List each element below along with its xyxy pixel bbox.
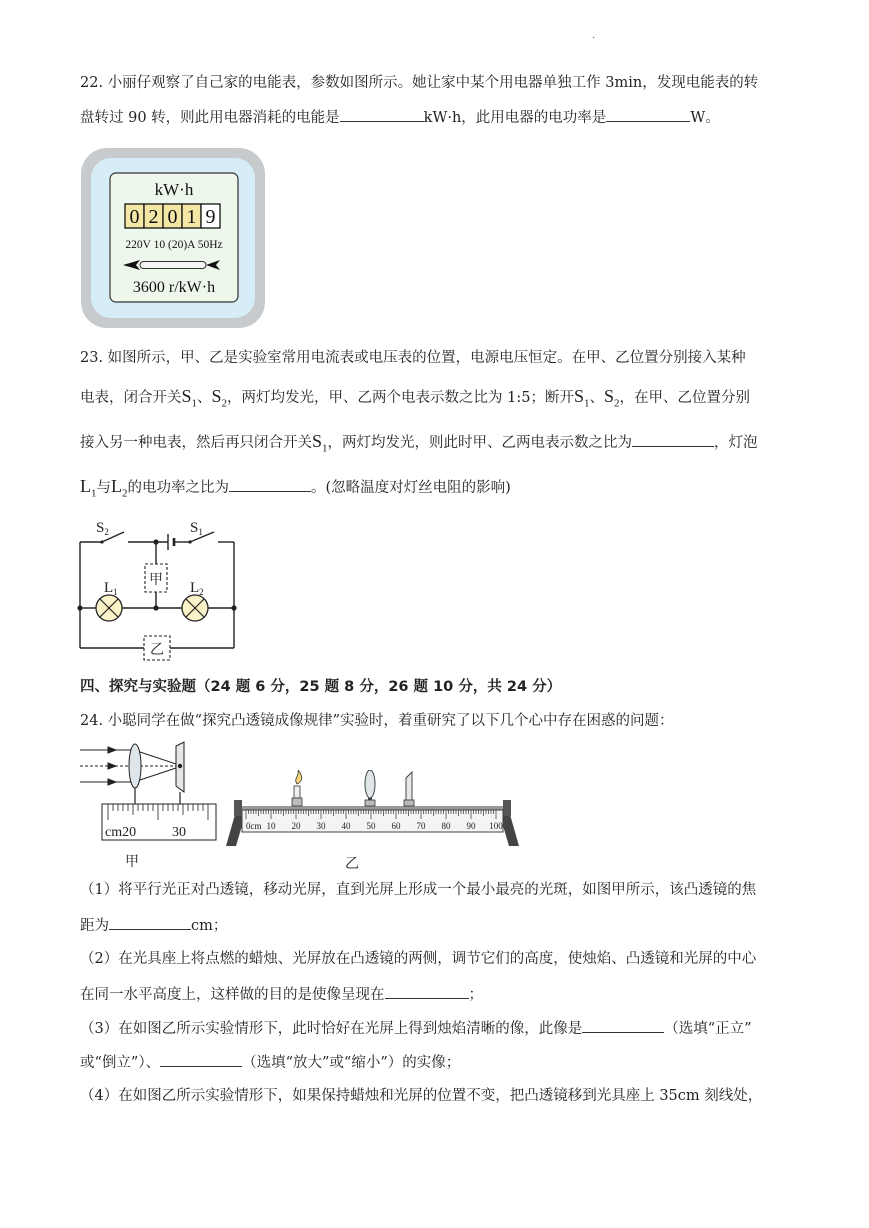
bench-tick-label: 10 <box>266 821 276 831</box>
circuit-diagram <box>72 514 242 664</box>
q24-intro: 24. 小聪同学在做“探究凸透镜成像规律”实验时，着重研究了以下几个心中存在困惑的问题： <box>80 713 674 729</box>
q24-blank-image-position[interactable] <box>385 984 469 999</box>
q24-p1-a: （1）将平行光正对凸透镜，移动光屏，直到光屏上形成一个最小最亮的光斑，如图甲所示，该凸透镜的焦 <box>80 882 757 898</box>
switch-s2-symbol: $S_2$ <box>211 386 228 410</box>
meter-position-jia: 甲 <box>149 573 163 588</box>
meter-digit: 1 <box>186 206 197 228</box>
figure-jia-focal-length <box>78 740 220 874</box>
ruler-jia-right-label: 30 <box>172 825 186 840</box>
q24-p3-b <box>80 1052 460 1073</box>
bench-tick-label: 20 <box>291 821 301 831</box>
meter-digit: 0 <box>167 206 178 228</box>
bench-tick-label: 60 <box>391 821 401 831</box>
label-s2: $S_2$ <box>96 520 109 537</box>
q23-text-c: ，两灯均发光，甲、乙两个电表示数之比为 1:5；断开 <box>227 390 574 406</box>
q22-line-2 <box>80 107 720 128</box>
q24-p3-text-2: 或“倒立”）、 <box>80 1055 161 1071</box>
bench-tick-label: 30 <box>316 821 326 831</box>
q23-line-3 <box>80 431 758 459</box>
bench-tick-label: 50 <box>366 821 376 831</box>
q24-p3-hint: （选填“正立” <box>664 1021 752 1037</box>
q24-p2-end: ； <box>468 987 483 1003</box>
bench-tick-label: 90 <box>466 821 476 831</box>
q23-line-4 <box>80 476 511 504</box>
q23-blank-power-ratio[interactable] <box>229 477 311 492</box>
q23-text-3b: ，两灯均发光，则此时甲、乙两电表示数之比为 <box>327 435 633 451</box>
section-heading: 四、探究与实验题（24 题 6 分，25 题 8 分，26 题 10 分，共 24 分） <box>80 679 562 695</box>
q22-blank-energy[interactable] <box>340 107 424 122</box>
meter-constant: 3600 r/kW·h <box>132 279 216 296</box>
meter-unit: kW·h <box>154 180 194 199</box>
lamp-l1-symbol: $L_1$ <box>80 476 97 500</box>
q22-blank-power[interactable] <box>606 107 690 122</box>
meter-digit: 9 <box>205 206 216 228</box>
q23-text-3c: ，灯泡 <box>714 435 758 451</box>
q22-line-1: 22. 小丽仔观察了自己家的电能表，参数如图所示。她让家中某个用电器单独工作 3min，发现电能表的转 <box>80 75 759 91</box>
electricity-meter-figure <box>80 147 266 329</box>
header-dot: . <box>592 30 596 41</box>
q23-line-2 <box>80 386 750 414</box>
q24-p1-unit: cm； <box>191 918 228 934</box>
q23-line-1: 23. 如图所示，甲、乙是实验室常用电流表或电压表的位置，电源电压恒定。在甲、乙位置分别接入某种 <box>80 350 746 366</box>
meter-digit: 0 <box>129 206 140 228</box>
ruler-jia-left-label: cm20 <box>105 825 137 840</box>
q22-text-b: kW·h，此用电器的电功率是 <box>423 110 607 126</box>
lamp-l2-symbol: $L_2$ <box>111 476 128 500</box>
q23-text-e: ，在甲、乙位置分别 <box>619 390 751 406</box>
meter-digits <box>125 204 220 228</box>
switch-s1-symbol-2: $S_1$ <box>573 386 590 410</box>
q24-p1-b <box>80 915 227 936</box>
light-screen <box>404 772 414 806</box>
bench-tick-label: 40 <box>341 821 351 831</box>
q24-p3-text: （3）在如图乙所示实验情形下，此时恰好在光屏上得到烛焰清晰的像，此像是 <box>80 1021 583 1037</box>
q24-p2-a: （2）在光具座上将点燃的蜡烛、光屏放在凸透镜的两侧，调节它们的高度，使烛焰、凸透镜和光屏的中心 <box>80 951 757 967</box>
q24-p2-b <box>80 984 483 1005</box>
candle <box>292 770 302 806</box>
switch-s1-symbol: $S_1$ <box>181 386 198 410</box>
switch-s1-symbol-3: $S_1$ <box>312 431 328 455</box>
lamp-l1 <box>96 595 122 621</box>
label-l1: $L_1$ <box>104 580 118 597</box>
q23-text-4b: 的电功率之比为 <box>127 480 229 496</box>
q24-p2-text: 在同一水平高度上，这样做的目的是使像呈现在 <box>80 987 385 1003</box>
q23-text-4c: 。(忽略温度对灯丝电阻的影响) <box>311 480 511 496</box>
q22-text-c: W。 <box>690 110 720 126</box>
q23-sep-1: 、 <box>197 390 212 406</box>
meter-spec: 220V 10 (20)A 50Hz <box>125 239 223 251</box>
meter-position-yi: 乙 <box>150 643 164 658</box>
q22-text-a: 盘转过 90 转，则此用电器消耗的电能是 <box>80 110 340 126</box>
q23-text-4a: 与 <box>96 480 111 496</box>
label-s1: $S_1$ <box>190 520 203 537</box>
bench-tick-label: 70 <box>416 821 426 831</box>
q24-p1-text: 距为 <box>80 918 109 934</box>
lamp-l2 <box>182 595 208 621</box>
q24-blank-orientation[interactable] <box>582 1018 664 1033</box>
label-l2: $L_2$ <box>190 580 204 597</box>
q24-p3-hint-2: （选填“放大”或“缩小”）的实像； <box>242 1055 461 1071</box>
switch-s2-symbol-2: $S_2$ <box>604 386 620 410</box>
convex-lens <box>365 770 375 806</box>
bench-tick-label: 100 <box>489 821 503 831</box>
caption-jia: 甲 <box>125 855 139 870</box>
figure-yi-optical-bench <box>220 770 525 874</box>
q24-blank-size[interactable] <box>160 1052 242 1067</box>
q23-sep-2: 、 <box>589 390 604 406</box>
q23-blank-ratio[interactable] <box>632 432 714 447</box>
q24-p3-a <box>80 1018 752 1039</box>
q23-text-3a: 接入另一种电表，然后再只闭合开关 <box>80 435 312 451</box>
meter-digit: 2 <box>148 206 159 228</box>
bench-tick-label: 0cm <box>246 821 262 831</box>
bench-tick-label: 80 <box>441 821 451 831</box>
q24-blank-focal-length[interactable] <box>109 915 191 930</box>
q24-p4: （4）在如图乙所示实验情形下，如果保持蜡烛和光屏的位置不变，把凸透镜移到光具座上 35cm 刻线处， <box>80 1088 763 1104</box>
caption-yi: 乙 <box>345 857 359 872</box>
q23-text-a: 电表，闭合开关 <box>80 390 182 406</box>
